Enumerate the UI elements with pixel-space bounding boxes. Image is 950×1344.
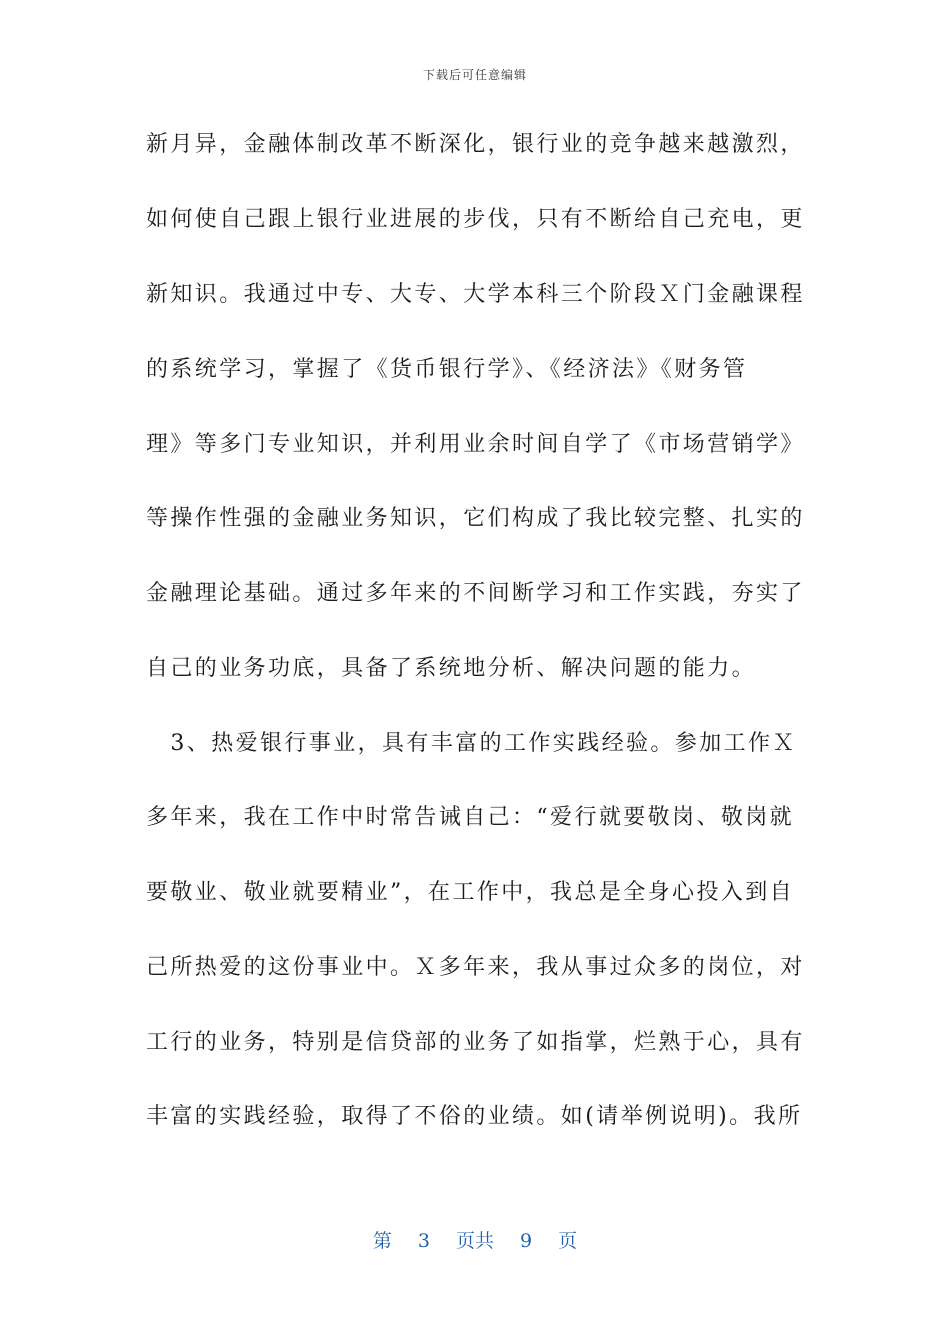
text-line-13: 工行的业务，特别是信贷部的业务了如指掌，烂熟于心，具有	[146, 1030, 805, 1055]
text-line-1: 新月异，金融体制改革不断深化，银行业的竞争越来越激烈，	[146, 132, 805, 157]
text-line-7: 金融理论基础。通过多年来的不间断学习和工作实践，夯实了	[146, 581, 805, 606]
footer-middle: 页共	[455, 1230, 494, 1252]
text-line-12: 己所热爱的这份事业中。Ｘ多年来，我从事过众多的岗位，对	[146, 955, 805, 980]
header-note: 下载后可任意编辑	[422, 68, 527, 82]
current-page-number: 3	[417, 1230, 430, 1252]
text-line-8: 自己的业务功底，具备了系统地分析、解决问题的能力。	[146, 656, 757, 681]
text-line-9: 3、热爱银行事业，具有丰富的工作实践经验。参加工作Ｘ	[146, 731, 797, 756]
text-line-6: 等操作性强的金融业务知识，它们构成了我比较完整、扎实的	[146, 506, 805, 531]
text-line-10: 多年来，我在工作中时常告诫自己：“爱行就要敬岗、敬岗就	[146, 805, 795, 830]
total-pages-number: 9	[520, 1230, 533, 1252]
text-line-11: 要敬业、敬业就要精业”，在工作中，我总是全身心投入到自	[146, 880, 795, 905]
text-line-14: 丰富的实践经验，取得了不俗的业绩。如(请举例说明)。我所	[146, 1104, 803, 1129]
text-line-2: 如何使自己跟上银行业进展的步伐，只有不断给自己充电，更	[146, 207, 805, 232]
page-footer	[0, 1226, 950, 1253]
text-line-5: 理》等多门专业知识，并利用业余时间自学了《市场营销学》	[146, 432, 805, 457]
footer-prefix: 第	[372, 1230, 392, 1252]
footer-suffix: 页	[558, 1230, 578, 1252]
text-line-3: 新知识。我通过中专、大专、大学本科三个阶段Ｘ门金融课程	[146, 282, 805, 307]
text-line-4: 的系统学习，掌握了《货币银行学》、《经济法》《财务管	[146, 357, 748, 382]
